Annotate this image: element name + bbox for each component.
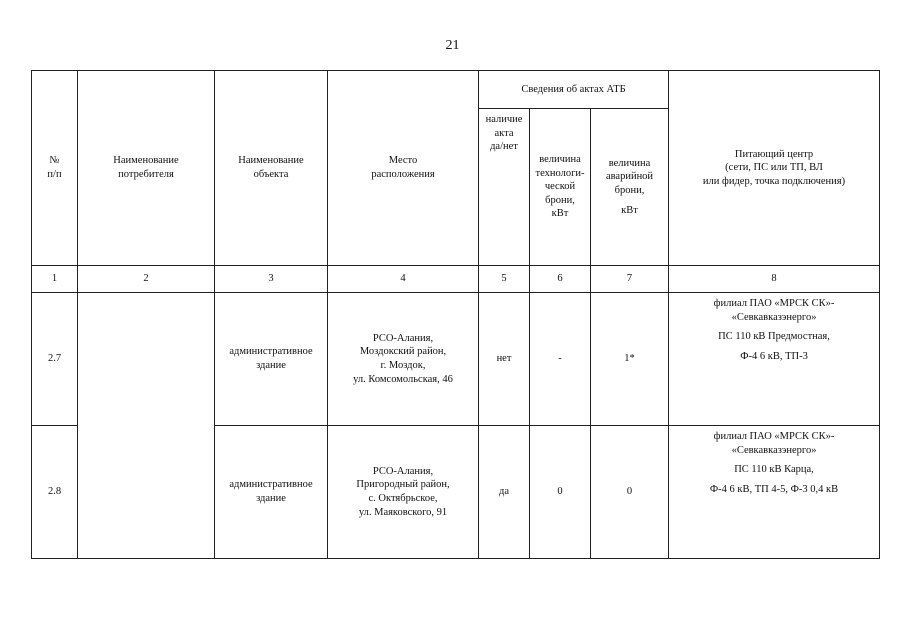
row-atb: да <box>479 426 530 559</box>
header-row-1 <box>32 71 880 109</box>
row-location-line: с. Октябрьское, <box>368 493 438 504</box>
row-object <box>215 293 328 426</box>
header-tech-reserve <box>530 109 591 266</box>
row-atb: нет <box>479 293 530 426</box>
consumers-table <box>31 70 880 559</box>
column-number: 6 <box>530 266 591 293</box>
column-number: 2 <box>78 266 215 293</box>
row-supply-line: ПС 110 кВ Предмостная, <box>718 331 830 343</box>
row-location-line: г. Моздок, <box>380 360 426 371</box>
row-location-line: РСО-Алания, <box>372 465 434 477</box>
row-emergency: 1* <box>591 293 669 426</box>
header-supply-line: Питающий центр <box>734 148 814 160</box>
column-numbers-row <box>32 266 880 293</box>
header-tech-line: величина <box>539 153 581 165</box>
header-consumer-line: потребителя <box>118 169 174 180</box>
row-supply-line: ПС 110 кВ Карца, <box>734 464 814 476</box>
column-number: 8 <box>669 266 880 293</box>
header-atb-line: да/нет <box>490 141 518 153</box>
row-tech: - <box>530 293 591 426</box>
row-location-line: РСО-Алания, <box>372 332 434 344</box>
header-consumer <box>78 71 215 266</box>
header-emergency-line: аварийной <box>605 171 654 183</box>
header-supply-line: или фидер, точка подключения) <box>702 175 846 187</box>
header-location <box>328 71 479 266</box>
header-tech-line: технологи- <box>535 167 585 179</box>
header-supply-line: (сети, ПС или ТП, ВЛ <box>725 162 823 174</box>
row-object-line: здание <box>256 493 286 504</box>
row-location-line: Моздокский район, <box>359 346 447 358</box>
header-object-line: Наименование <box>238 155 304 167</box>
header-atb-presence <box>479 109 530 266</box>
row-supply <box>669 426 880 559</box>
row-supply-line: филиал ПАО «МРСК СК»- <box>713 431 835 442</box>
row-location-line: ул. Комсомольская, 46 <box>353 373 453 385</box>
header-tech-line: ческой <box>544 181 576 193</box>
header-tech-line: брони, <box>545 194 575 206</box>
column-number: 4 <box>328 266 479 293</box>
header-tech-line: кВт <box>551 208 569 220</box>
row-supply-line: филиал ПАО «МРСК СК»- <box>713 298 835 309</box>
row-supply <box>669 293 880 426</box>
row-location-line: ул. Маяковского, 91 <box>358 506 448 518</box>
row-location-line: Пригородный район, <box>356 479 450 491</box>
table-row <box>32 293 880 426</box>
header-atb-line: акта <box>494 127 514 139</box>
column-number: 3 <box>215 266 328 293</box>
page-number: 21 <box>445 38 460 53</box>
header-num-line: № <box>49 155 60 167</box>
header-location-line: расположения <box>371 169 435 180</box>
column-number: 7 <box>591 266 669 293</box>
row-object <box>215 426 328 559</box>
header-supply-center <box>669 71 880 266</box>
row-num: 2.7 <box>32 293 78 426</box>
header-num-line: п/п <box>47 169 62 180</box>
header-atb-group: Сведения об актах АТБ <box>479 71 669 109</box>
row-supply-line: Ф-4 6 кВ, ТП-3 <box>740 350 808 362</box>
row-emergency: 0 <box>591 426 669 559</box>
row-location <box>328 293 479 426</box>
row-object-line: административное <box>229 346 313 358</box>
header-emergency-line: величина <box>608 157 651 169</box>
header-emergency-reserve <box>591 109 669 266</box>
header-object-line: объекта <box>253 169 289 180</box>
row-location <box>328 426 479 559</box>
row-tech: 0 <box>530 426 591 559</box>
header-num <box>32 71 78 266</box>
column-number: 5 <box>479 266 530 293</box>
header-emergency-line: кВт <box>621 204 638 216</box>
row-supply-line: «Севкавказэнерго» <box>731 311 817 323</box>
header-atb-line: наличие <box>485 114 523 125</box>
header-emergency-line: брони, <box>614 185 645 196</box>
row-num: 2.8 <box>32 426 78 559</box>
row-supply-line: «Севкавказэнерго» <box>731 444 817 456</box>
row-object-line: административное <box>229 479 313 491</box>
header-location-line: Место <box>388 155 418 167</box>
header-object <box>215 71 328 266</box>
column-number: 1 <box>32 266 78 293</box>
row-object-line: здание <box>256 360 286 371</box>
row-supply-line: Ф-4 6 кВ, ТП 4-5, Ф-3 0,4 кВ <box>709 483 839 495</box>
header-consumer-line: Наименование <box>113 155 179 167</box>
row-consumer <box>78 293 215 559</box>
